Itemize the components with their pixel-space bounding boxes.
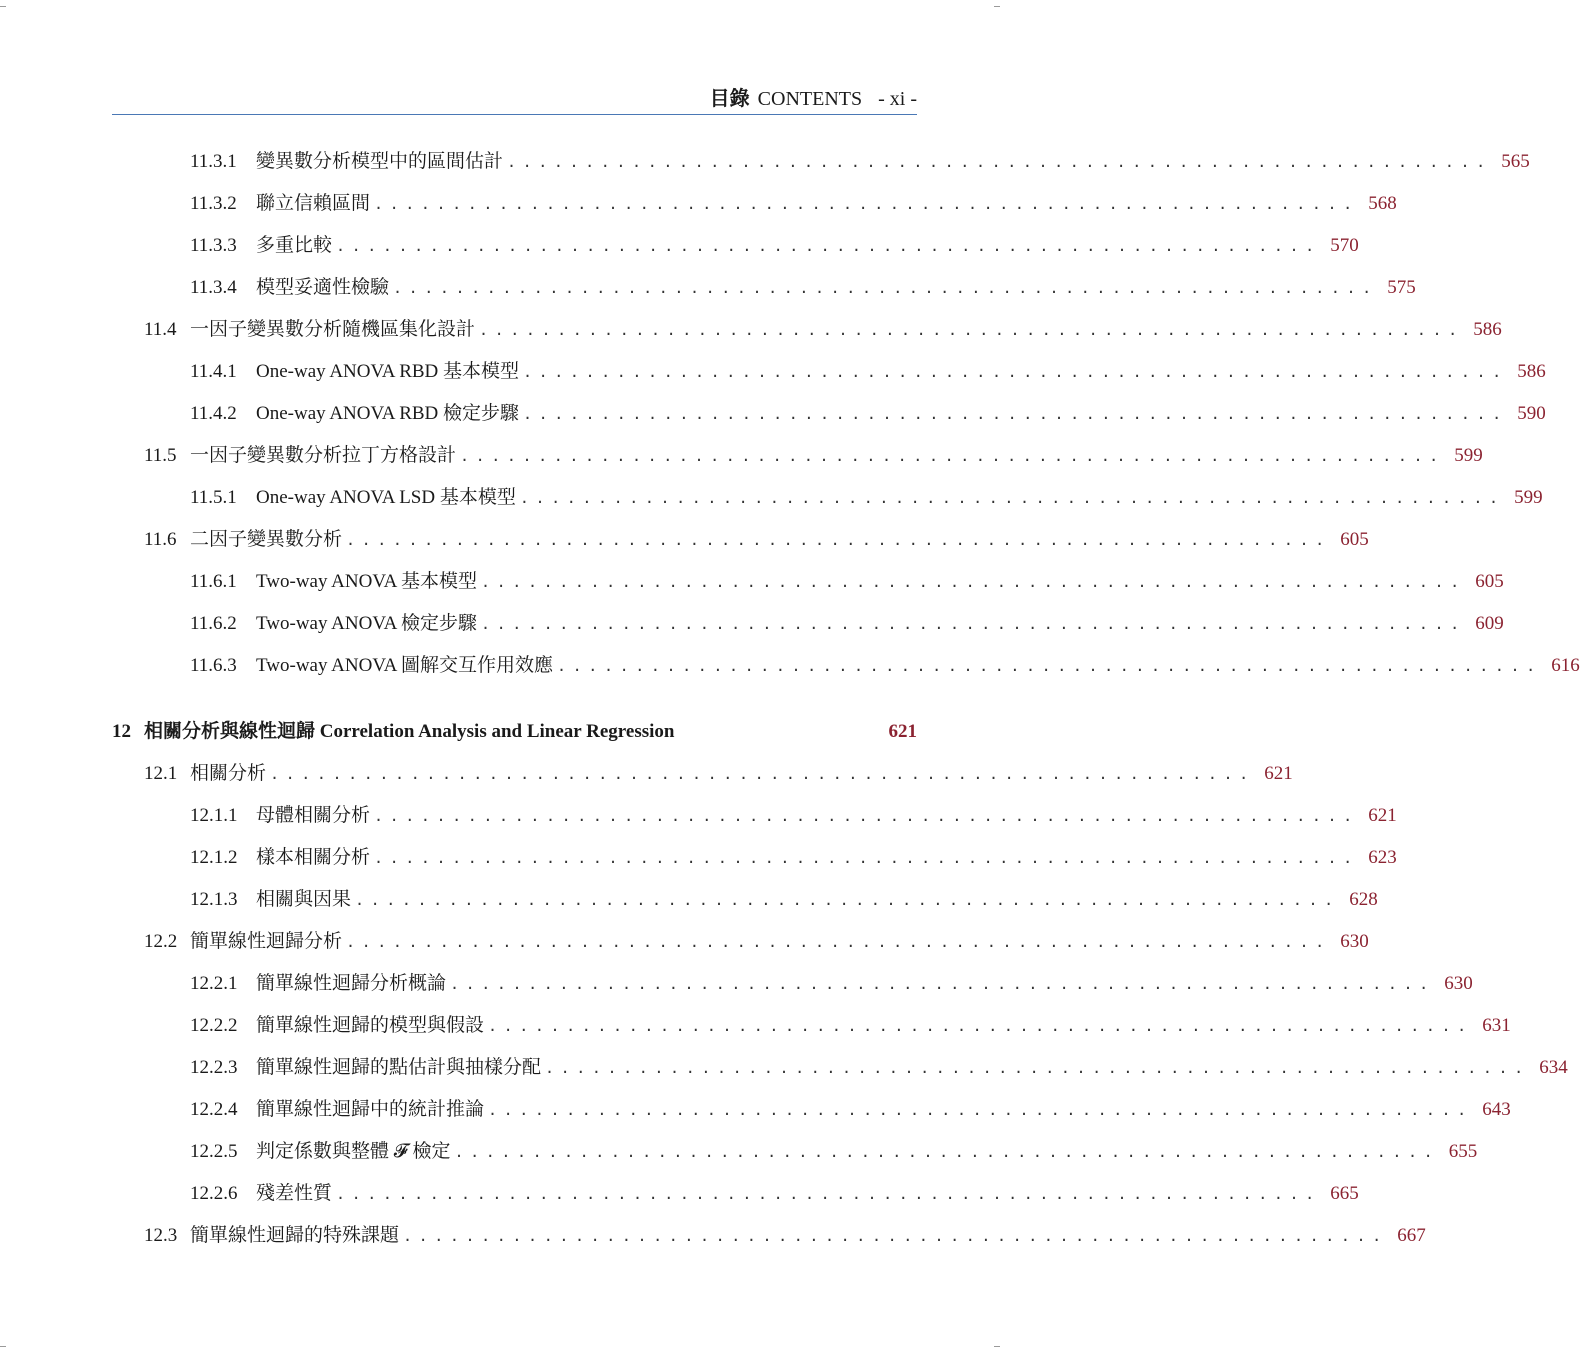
toc-entry[interactable]: [190, 400, 1546, 428]
toc-entry-page: 623: [1368, 847, 1397, 868]
toc-entry-page: 609: [1475, 613, 1504, 634]
toc-entry-title: 一因子變異數分析拉丁方格設計: [190, 445, 457, 466]
toc-entry[interactable]: [190, 274, 1416, 302]
toc-entry[interactable]: [144, 1222, 1426, 1250]
dot-leader: ...............................................................: [523, 405, 1508, 423]
dot-leader: ...............................................................: [270, 765, 1255, 783]
dot-leader: ...............................................................: [355, 891, 1340, 909]
toc-entry-title: 二因子變異數分析: [190, 529, 343, 550]
dot-leader: ...............................................................: [507, 153, 1492, 171]
toc-entry[interactable]: [144, 442, 1483, 470]
toc-entry-page: 630: [1340, 931, 1369, 952]
toc-entry-title: 簡單線性迴歸的模型與假設: [256, 1015, 485, 1036]
toc-entry[interactable]: [190, 1096, 1511, 1124]
toc-entry-title: Two-way ANOVA 圖解交互作用效應: [256, 655, 554, 676]
toc-entry-number: 12.1: [144, 763, 178, 784]
toc-entry-number: 11.4.1: [190, 361, 237, 382]
dot-leader: ...............................................................: [393, 279, 1378, 297]
toc-entry-page: 667: [1397, 1225, 1426, 1246]
dot-leader: ...............................................................: [460, 447, 1445, 465]
toc-entry-page: 568: [1368, 193, 1397, 214]
toc-entry-title: 簡單線性迴歸的點估計與抽樣分配: [256, 1057, 542, 1078]
toc-entry-title: 簡單線性迴歸的特殊課題: [190, 1225, 400, 1246]
toc-entry[interactable]: [190, 886, 1378, 914]
dot-leader: ...............................................................: [488, 1101, 1473, 1119]
toc-entry-title: 一因子變異數分析隨機區集化設計: [190, 319, 476, 340]
toc-entry-page: 570: [1330, 235, 1359, 256]
dot-leader: ...............................................................: [479, 321, 1464, 339]
toc-entry-number: 11.3.2: [190, 193, 237, 214]
toc-entry[interactable]: [190, 484, 1543, 512]
toc-entry-title: 相關與因果: [256, 889, 352, 910]
toc-entry[interactable]: [144, 526, 1369, 554]
dot-leader: ...............................................................: [403, 1227, 1388, 1245]
toc-entry-page: 655: [1448, 1141, 1478, 1162]
toc-entry[interactable]: [190, 148, 1530, 176]
toc-entry-number: 12.2.1: [190, 973, 238, 994]
header-title-cjk: 目錄: [709, 88, 750, 110]
toc-entry-title: Two-way ANOVA 檢定步驟: [256, 613, 478, 634]
dot-leader: ...............................................................: [557, 657, 1542, 675]
toc-entry[interactable]: [190, 844, 1397, 872]
dot-leader: ...............................................................: [481, 615, 1466, 633]
toc-entry-page: 621: [1368, 805, 1397, 826]
toc-entry-page: 586: [1473, 319, 1502, 340]
toc-entry-number: 11.3.3: [190, 235, 237, 256]
toc-chapter-entry[interactable]: [112, 717, 917, 747]
toc-entry-number: 12.1.2: [190, 847, 238, 868]
toc-entry-page: 599: [1454, 445, 1483, 466]
toc-entry-number: 12.3: [144, 1225, 178, 1246]
dot-leader: ...............................................................: [374, 807, 1359, 825]
toc-entry-page: 621: [1264, 763, 1293, 784]
toc-entry-number: 11.6.1: [190, 571, 237, 592]
toc-entry-page: 665: [1330, 1183, 1359, 1204]
toc-entry-title: One-way ANOVA RBD 檢定步驟: [256, 403, 520, 424]
toc-entry[interactable]: [190, 1054, 1568, 1082]
toc-entry[interactable]: [144, 760, 1293, 788]
dot-leader: ...............................................................: [346, 933, 1331, 951]
toc-entry-page: 616: [1551, 655, 1580, 676]
toc-entry-number: 12.2.6: [190, 1183, 238, 1204]
toc-entry-number: 12.1.3: [190, 889, 238, 910]
toc-entry[interactable]: [190, 232, 1359, 260]
toc-entry[interactable]: [190, 190, 1397, 218]
toc-entry-number: 12.2: [144, 931, 178, 952]
toc-entry-title: 聯立信賴區間: [256, 193, 371, 214]
toc-entry-number: 12.2.3: [190, 1057, 238, 1078]
toc-entry-title: 母體相關分析: [256, 805, 371, 826]
toc-entry-page: 628: [1349, 889, 1378, 910]
toc-entry-number: 12.2.2: [190, 1015, 238, 1036]
dot-leader: ...............................................................: [488, 1017, 1473, 1035]
toc-entry-page: 590: [1517, 403, 1546, 424]
dot-leader: ...............................................................: [374, 849, 1359, 867]
toc-entry-page: 634: [1539, 1057, 1568, 1078]
chapter-title: 相關分析與線性迴歸 Correlation Analysis and Linear Regression: [144, 721, 675, 742]
chapter-page: 621: [888, 721, 917, 742]
dot-leader: ...............................................................: [519, 489, 1505, 507]
dot-leader: ...............................................................: [481, 573, 1466, 591]
toc-entry-page: 643: [1482, 1099, 1511, 1120]
toc-entry[interactable]: [144, 316, 1502, 344]
toc-entry-title: 樣本相關分析: [256, 847, 371, 868]
dot-leader: ...............................................................: [454, 1143, 1440, 1161]
toc-entry-page: 565: [1501, 151, 1530, 172]
toc-entry[interactable]: [190, 568, 1504, 596]
dot-leader: ...............................................................: [523, 363, 1508, 381]
toc-entry[interactable]: [144, 928, 1369, 956]
dot-leader: ...............................................................: [336, 237, 1321, 255]
dot-leader: ...............................................................: [450, 975, 1435, 993]
toc-entry-title: 簡單線性迴歸中的統計推論: [256, 1099, 485, 1120]
toc-entry-title: One-way ANOVA LSD 基本模型: [256, 487, 516, 508]
toc-entry[interactable]: [190, 1180, 1359, 1208]
toc-entry-page: 586: [1517, 361, 1546, 382]
toc-entry[interactable]: [190, 802, 1397, 830]
dot-leader: ...............................................................: [545, 1059, 1530, 1077]
toc-entry-title: 判定係數與整體 𝓕 檢定: [256, 1141, 451, 1162]
toc-entry-number: 12.1.1: [190, 805, 238, 826]
toc-entry-number: 12.2.4: [190, 1099, 238, 1120]
dot-leader: ...............................................................: [374, 195, 1359, 213]
toc-entry-title: 模型妥適性檢驗: [256, 277, 390, 298]
toc-entry[interactable]: [190, 358, 1546, 386]
toc-entry[interactable]: [190, 610, 1504, 638]
toc-entry-number: 11.6.2: [190, 613, 237, 634]
toc-entry[interactable]: [190, 652, 1580, 680]
header-page-number: - xi -: [878, 88, 917, 110]
toc-entry-page: 575: [1387, 277, 1416, 298]
toc-entry-page: 605: [1340, 529, 1369, 550]
dot-leader: ...............................................................: [336, 1185, 1321, 1203]
toc-entry[interactable]: [190, 1012, 1511, 1040]
chapter-number: 12: [112, 721, 131, 742]
toc-entry-title: 相關分析: [190, 763, 267, 784]
toc-entry-title: 變異數分析模型中的區間估計: [256, 151, 504, 172]
toc-entry-number: 11.6.3: [190, 655, 237, 676]
toc-entry-page: 630: [1444, 973, 1473, 994]
header-title-en: CONTENTS: [757, 88, 863, 110]
toc-entry[interactable]: [190, 1138, 1478, 1166]
toc-entry-number: 11.3.1: [190, 151, 237, 172]
toc-entry-page: 631: [1482, 1015, 1511, 1036]
toc-entry-title: 簡單線性迴歸分析概論: [256, 973, 447, 994]
toc-entry[interactable]: [190, 970, 1473, 998]
toc-entry-title: 多重比較: [256, 235, 333, 256]
toc-entry-number: 11.3.4: [190, 277, 237, 298]
toc-entry-number: 11.4: [144, 319, 177, 340]
toc-entry-number: 11.5.1: [190, 487, 237, 508]
toc-entry-number: 11.6: [144, 529, 177, 550]
toc-entry-number: 11.4.2: [190, 403, 237, 424]
toc-entry-page: 599: [1514, 487, 1543, 508]
dot-leader: ...............................................................: [346, 531, 1331, 549]
toc-entry-title: Two-way ANOVA 基本模型: [256, 571, 478, 592]
toc-entry-title: 簡單線性迴歸分析: [190, 931, 343, 952]
toc-entry-page: 605: [1475, 571, 1504, 592]
toc-entry-title: One-way ANOVA RBD 基本模型: [256, 361, 520, 382]
toc-entry-number: 12.2.5: [190, 1141, 238, 1162]
toc-entry-title: 殘差性質: [256, 1183, 333, 1204]
toc-entry-number: 11.5: [144, 445, 177, 466]
